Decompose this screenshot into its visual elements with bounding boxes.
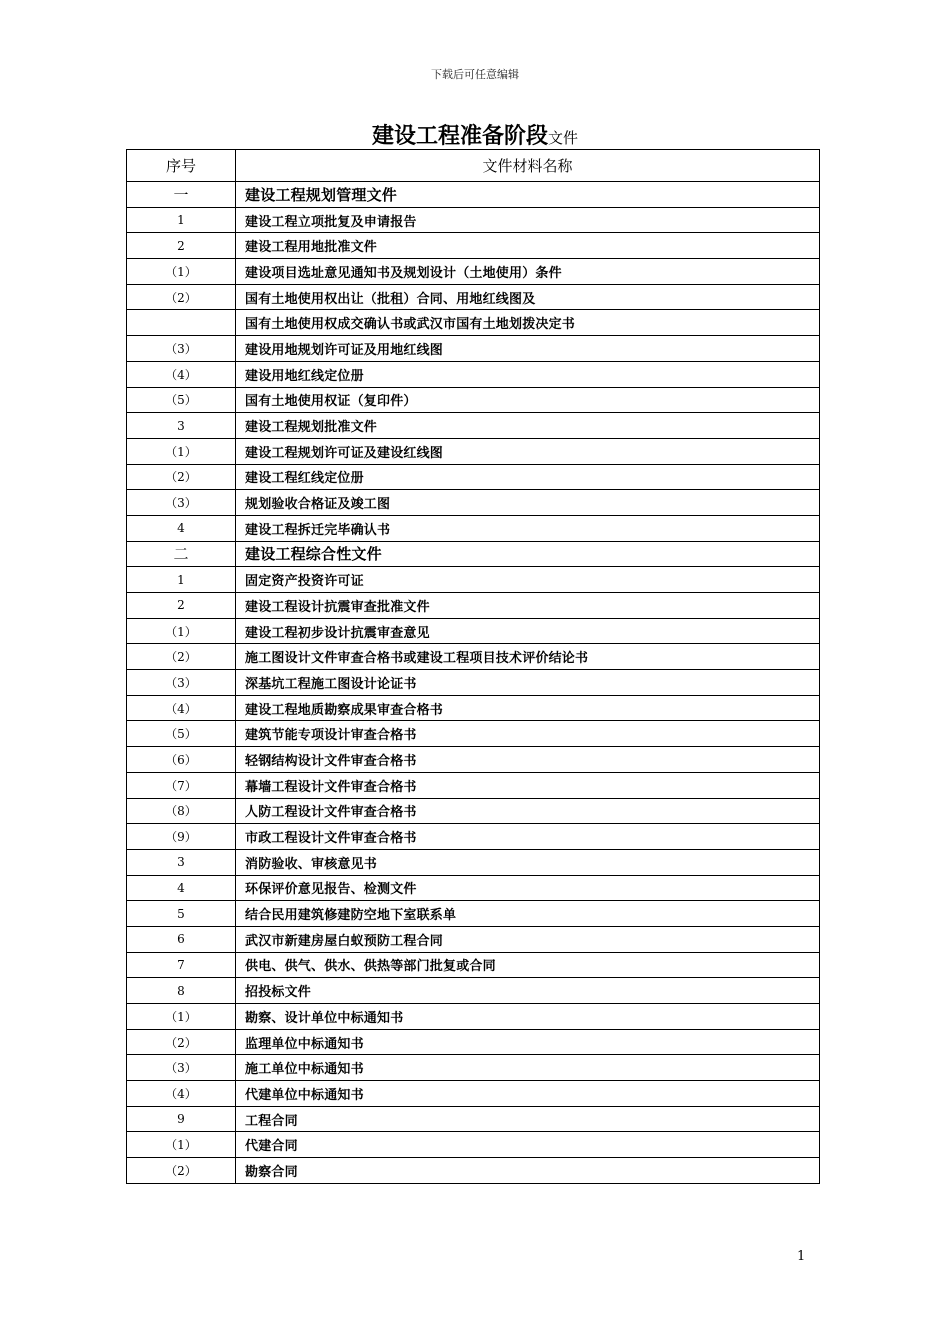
table-row bbox=[127, 952, 820, 978]
table-row bbox=[127, 490, 820, 516]
table-row bbox=[127, 1004, 820, 1030]
table-row bbox=[127, 336, 820, 362]
table-row bbox=[127, 387, 820, 413]
file-name-cell: 建设工程地质勘察成果审查合格书 bbox=[236, 695, 820, 721]
table-row bbox=[127, 901, 820, 927]
file-name-cell: 国有土地使用权证（复印件） bbox=[236, 387, 820, 413]
file-name-cell: 市政工程设计文件审查合格书 bbox=[236, 824, 820, 850]
file-name-cell: 施工图设计文件审查合格书或建设工程项目技术评价结论书 bbox=[236, 644, 820, 670]
row-number-cell: 9 bbox=[127, 1106, 236, 1132]
file-name-cell: 建设工程综合性文件 bbox=[236, 541, 820, 567]
row-number-cell: （3） bbox=[127, 490, 236, 516]
file-name-cell: 国有土地使用权出让（批租）合同、用地红线图及 bbox=[236, 284, 820, 310]
table-row bbox=[127, 978, 820, 1004]
table-row bbox=[127, 567, 820, 593]
page-header-note: 下载后可任意编辑 bbox=[431, 68, 519, 81]
row-number-cell: （2） bbox=[127, 1029, 236, 1055]
file-name-cell: 建设工程规划许可证及建设红线图 bbox=[236, 438, 820, 464]
file-name-cell: 建设用地规划许可证及用地红线图 bbox=[236, 336, 820, 362]
row-number-cell: （1） bbox=[127, 618, 236, 644]
table-row bbox=[127, 747, 820, 773]
row-number-cell: （1） bbox=[127, 259, 236, 285]
row-number-cell bbox=[127, 310, 236, 336]
file-name-cell: 建筑节能专项设计审查合格书 bbox=[236, 721, 820, 747]
table-section-row bbox=[127, 182, 820, 208]
row-number-cell: 6 bbox=[127, 926, 236, 952]
row-number-cell: （1） bbox=[127, 1004, 236, 1030]
document-title-main: 建设工程准备阶段 bbox=[371, 123, 548, 149]
table-row bbox=[127, 361, 820, 387]
file-name-cell: 消防验收、审核意见书 bbox=[236, 849, 820, 875]
table-row bbox=[127, 464, 820, 490]
row-number-cell: （8） bbox=[127, 798, 236, 824]
table-section-row bbox=[127, 541, 820, 567]
row-number-cell: （7） bbox=[127, 772, 236, 798]
column-header-file-name: 文件材料名称 bbox=[236, 150, 820, 182]
table-row bbox=[127, 670, 820, 696]
file-name-cell: 轻钢结构设计文件审查合格书 bbox=[236, 747, 820, 773]
file-name-cell: 结合民用建筑修建防空地下室联系单 bbox=[236, 901, 820, 927]
row-number-cell: 二 bbox=[127, 541, 236, 567]
table-row bbox=[127, 413, 820, 439]
file-name-cell: 环保评价意见报告、检测文件 bbox=[236, 875, 820, 901]
row-number-cell: （1） bbox=[127, 1132, 236, 1158]
table-row bbox=[127, 593, 820, 619]
file-name-cell: 人防工程设计文件审查合格书 bbox=[236, 798, 820, 824]
table-row bbox=[127, 772, 820, 798]
row-number-cell: 2 bbox=[127, 233, 236, 259]
table-row bbox=[127, 284, 820, 310]
table-row bbox=[127, 515, 820, 541]
page-number: 1 bbox=[797, 1249, 806, 1264]
row-number-cell: 4 bbox=[127, 875, 236, 901]
file-name-cell: 勘察、设计单位中标通知书 bbox=[236, 1004, 820, 1030]
file-name-cell: 国有土地使用权成交确认书或武汉市国有土地划拨决定书 bbox=[236, 310, 820, 336]
row-number-cell: （9） bbox=[127, 824, 236, 850]
file-name-cell: 建设工程红线定位册 bbox=[236, 464, 820, 490]
file-name-cell: 监理单位中标通知书 bbox=[236, 1029, 820, 1055]
file-name-cell: 建设项目选址意见通知书及规划设计（土地使用）条件 bbox=[236, 259, 820, 285]
row-number-cell: 3 bbox=[127, 413, 236, 439]
file-name-cell: 规划验收合格证及竣工图 bbox=[236, 490, 820, 516]
file-name-cell: 建设工程设计抗震审查批准文件 bbox=[236, 593, 820, 619]
row-number-cell: 1 bbox=[127, 207, 236, 233]
row-number-cell: （2） bbox=[127, 464, 236, 490]
row-number-cell: （2） bbox=[127, 284, 236, 310]
row-number-cell: （4） bbox=[127, 1081, 236, 1107]
file-name-cell: 工程合同 bbox=[236, 1106, 820, 1132]
table-row bbox=[127, 1029, 820, 1055]
row-number-cell: （4） bbox=[127, 695, 236, 721]
file-name-cell: 建设工程拆迁完毕确认书 bbox=[236, 515, 820, 541]
row-number-cell: 3 bbox=[127, 849, 236, 875]
table-row bbox=[127, 1106, 820, 1132]
file-name-cell: 招投标文件 bbox=[236, 978, 820, 1004]
file-name-cell: 建设工程规划管理文件 bbox=[236, 182, 820, 208]
table-header-row bbox=[127, 150, 820, 182]
row-number-cell: （3） bbox=[127, 1055, 236, 1081]
table-row bbox=[127, 695, 820, 721]
table-row bbox=[127, 207, 820, 233]
table-row bbox=[127, 259, 820, 285]
column-header-number: 序号 bbox=[127, 150, 236, 182]
file-name-cell: 建设工程立项批复及申请报告 bbox=[236, 207, 820, 233]
row-number-cell: 2 bbox=[127, 593, 236, 619]
table-row bbox=[127, 1055, 820, 1081]
file-name-cell: 代建合同 bbox=[236, 1132, 820, 1158]
table-row bbox=[127, 1081, 820, 1107]
file-name-cell: 勘察合同 bbox=[236, 1158, 820, 1184]
table-row bbox=[127, 849, 820, 875]
file-name-cell: 幕墙工程设计文件审查合格书 bbox=[236, 772, 820, 798]
row-number-cell: 一 bbox=[127, 182, 236, 208]
row-number-cell: （3） bbox=[127, 336, 236, 362]
file-name-cell: 深基坑工程施工图设计论证书 bbox=[236, 670, 820, 696]
row-number-cell: （6） bbox=[127, 747, 236, 773]
table-row bbox=[127, 310, 820, 336]
file-name-cell: 供电、供气、供水、供热等部门批复或合同 bbox=[236, 952, 820, 978]
row-number-cell: （4） bbox=[127, 361, 236, 387]
table-body bbox=[127, 182, 820, 1184]
file-name-cell: 武汉市新建房屋白蚁预防工程合同 bbox=[236, 926, 820, 952]
table-row bbox=[127, 1132, 820, 1158]
table-row bbox=[127, 721, 820, 747]
file-name-cell: 建设工程规划批准文件 bbox=[236, 413, 820, 439]
table-row bbox=[127, 644, 820, 670]
file-name-cell: 代建单位中标通知书 bbox=[236, 1081, 820, 1107]
file-name-cell: 固定资产投资许可证 bbox=[236, 567, 820, 593]
file-name-cell: 建设工程初步设计抗震审查意见 bbox=[236, 618, 820, 644]
table-row bbox=[127, 824, 820, 850]
row-number-cell: （2） bbox=[127, 1158, 236, 1184]
table-row bbox=[127, 438, 820, 464]
file-list-table bbox=[126, 149, 820, 1184]
row-number-cell: 8 bbox=[127, 978, 236, 1004]
row-number-cell: 1 bbox=[127, 567, 236, 593]
row-number-cell: 5 bbox=[127, 901, 236, 927]
row-number-cell: （5） bbox=[127, 721, 236, 747]
row-number-cell: （3） bbox=[127, 670, 236, 696]
row-number-cell: （2） bbox=[127, 644, 236, 670]
table-row bbox=[127, 798, 820, 824]
row-number-cell: （1） bbox=[127, 438, 236, 464]
file-name-cell: 建设用地红线定位册 bbox=[236, 361, 820, 387]
table-row bbox=[127, 926, 820, 952]
table-row bbox=[127, 233, 820, 259]
row-number-cell: 4 bbox=[127, 515, 236, 541]
row-number-cell: （5） bbox=[127, 387, 236, 413]
document-title-suffix: 文件 bbox=[548, 129, 579, 147]
file-name-cell: 建设工程用地批准文件 bbox=[236, 233, 820, 259]
table-row bbox=[127, 618, 820, 644]
table-row bbox=[127, 1158, 820, 1184]
row-number-cell: 7 bbox=[127, 952, 236, 978]
table-row bbox=[127, 875, 820, 901]
file-name-cell: 施工单位中标通知书 bbox=[236, 1055, 820, 1081]
